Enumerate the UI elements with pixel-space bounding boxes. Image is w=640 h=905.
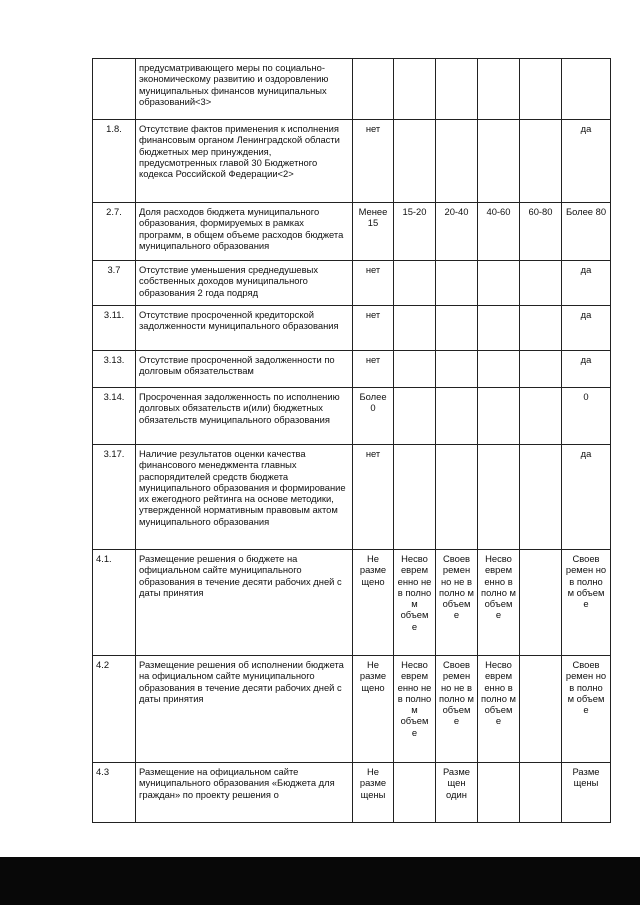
value-cell bbox=[436, 59, 478, 120]
value-cell: Своев ремен но в полно м объем е bbox=[562, 656, 611, 763]
value-cell: 40-60 bbox=[478, 203, 520, 261]
row-number: 3.11. bbox=[93, 306, 136, 351]
row-description: Размещение на официальном сайте муниципального образования «Бюджета для граждан» по проекту решения о bbox=[136, 763, 353, 823]
value-cell bbox=[478, 763, 520, 823]
table-row bbox=[93, 261, 611, 306]
row-description: Отсутствие уменьшения среднедушевых собственных доходов муниципального образования 2 года подряд bbox=[136, 261, 353, 306]
table-row bbox=[93, 550, 611, 656]
table-row bbox=[93, 203, 611, 261]
value-cell: 60-80 bbox=[520, 203, 562, 261]
value-cell: Менее 15 bbox=[353, 203, 394, 261]
value-cell bbox=[394, 59, 436, 120]
value-cell: Разме щены bbox=[562, 763, 611, 823]
value-cell bbox=[520, 763, 562, 823]
value-cell bbox=[478, 388, 520, 445]
table-row bbox=[93, 388, 611, 445]
row-number: 4.2 bbox=[93, 656, 136, 763]
value-cell bbox=[394, 388, 436, 445]
value-cell bbox=[520, 261, 562, 306]
value-cell: Несво еврем енно в полно м объем е bbox=[478, 550, 520, 656]
value-cell: Не разме щено bbox=[353, 656, 394, 763]
row-description: Отсутствие просроченной кредиторской задолженности муниципального образования bbox=[136, 306, 353, 351]
criteria-table bbox=[92, 58, 611, 823]
row-number: 4.3 bbox=[93, 763, 136, 823]
value-cell bbox=[478, 445, 520, 550]
value-cell bbox=[436, 120, 478, 203]
table-row bbox=[93, 763, 611, 823]
value-cell: да bbox=[562, 445, 611, 550]
row-number: 3.7 bbox=[93, 261, 136, 306]
value-cell: Не разме щено bbox=[353, 550, 394, 656]
row-number: 1.8. bbox=[93, 120, 136, 203]
value-cell bbox=[394, 306, 436, 351]
value-cell bbox=[520, 656, 562, 763]
row-number bbox=[93, 59, 136, 120]
value-cell bbox=[478, 120, 520, 203]
value-cell: нет bbox=[353, 445, 394, 550]
value-cell bbox=[394, 445, 436, 550]
row-description: Отсутствие фактов применения к исполнения финансовым органом Ленинградской области бюджетных мер принуждения, предусмотренных главой 30 Бюджетного кодекса Российской Федерации<2> bbox=[136, 120, 353, 203]
row-number: 3.14. bbox=[93, 388, 136, 445]
value-cell bbox=[394, 763, 436, 823]
table-row bbox=[93, 351, 611, 388]
value-cell: 0 bbox=[562, 388, 611, 445]
value-cell bbox=[436, 388, 478, 445]
row-description: Размещение решения об исполнении бюджета на официальном сайте муниципального образования в течение десяти рабочих дней с даты принятия bbox=[136, 656, 353, 763]
value-cell bbox=[436, 445, 478, 550]
value-cell bbox=[353, 59, 394, 120]
value-cell bbox=[478, 306, 520, 351]
table-row bbox=[93, 306, 611, 351]
value-cell: Разме щен один bbox=[436, 763, 478, 823]
value-cell bbox=[436, 261, 478, 306]
value-cell bbox=[478, 351, 520, 388]
value-cell: да bbox=[562, 351, 611, 388]
row-number: 4.1. bbox=[93, 550, 136, 656]
value-cell: нет bbox=[353, 261, 394, 306]
row-description: Наличие результатов оценки качества финансового менеджмента главных распорядителей средств бюджета муниципального образования и формирование их ежегодного рейтинга на основе методики, утвержденной нормативным правовым актом муниципального образования bbox=[136, 445, 353, 550]
value-cell: Более 0 bbox=[353, 388, 394, 445]
value-cell bbox=[478, 59, 520, 120]
value-cell bbox=[394, 261, 436, 306]
value-cell: Своев ремен но не в полно м объем е bbox=[436, 550, 478, 656]
value-cell: да bbox=[562, 120, 611, 203]
row-description: Просроченная задолженность по исполнению долговых обязательств и(или) бюджетных обязательств муниципального образования bbox=[136, 388, 353, 445]
value-cell bbox=[562, 59, 611, 120]
value-cell bbox=[520, 388, 562, 445]
table-row bbox=[93, 445, 611, 550]
value-cell: Несво еврем енно не в полно м объем е bbox=[394, 656, 436, 763]
value-cell bbox=[394, 351, 436, 388]
value-cell: Своев ремен но не в полно м объем е bbox=[436, 656, 478, 763]
row-description: предусматривающего меры по социально-экономическому развитию и оздоровлению муниципальных финансов муниципальных образований<3> bbox=[136, 59, 353, 120]
value-cell: 20-40 bbox=[436, 203, 478, 261]
value-cell bbox=[520, 59, 562, 120]
value-cell: 15-20 bbox=[394, 203, 436, 261]
value-cell: нет bbox=[353, 351, 394, 388]
value-cell: да bbox=[562, 261, 611, 306]
row-number: 3.13. bbox=[93, 351, 136, 388]
value-cell: Несво еврем енно в полно м объем е bbox=[478, 656, 520, 763]
value-cell: Не разме щены bbox=[353, 763, 394, 823]
value-cell: нет bbox=[353, 306, 394, 351]
row-description: Отсутствие просроченной задолженности по долговым обязательствам bbox=[136, 351, 353, 388]
scan-border bbox=[0, 857, 640, 905]
value-cell: Своев ремен но в полно м объем е bbox=[562, 550, 611, 656]
value-cell bbox=[394, 120, 436, 203]
value-cell: Несво еврем енно не в полно м объем е bbox=[394, 550, 436, 656]
row-description: Доля расходов бюджета муниципального образования, формируемых в рамках программ, в общем объеме расходов бюджета муниципального образования bbox=[136, 203, 353, 261]
value-cell bbox=[436, 351, 478, 388]
table-row bbox=[93, 59, 611, 120]
row-number: 2.7. bbox=[93, 203, 136, 261]
value-cell: нет bbox=[353, 120, 394, 203]
value-cell bbox=[520, 550, 562, 656]
value-cell bbox=[520, 120, 562, 203]
value-cell: Более 80 bbox=[562, 203, 611, 261]
value-cell bbox=[436, 306, 478, 351]
value-cell bbox=[520, 351, 562, 388]
value-cell: да bbox=[562, 306, 611, 351]
row-description: Размещение решения о бюджете на официальном сайте муниципального образования в течение десяти рабочих дней с даты принятия bbox=[136, 550, 353, 656]
table-row bbox=[93, 120, 611, 203]
row-number: 3.17. bbox=[93, 445, 136, 550]
value-cell bbox=[478, 261, 520, 306]
value-cell bbox=[520, 445, 562, 550]
value-cell bbox=[520, 306, 562, 351]
table-row bbox=[93, 656, 611, 763]
